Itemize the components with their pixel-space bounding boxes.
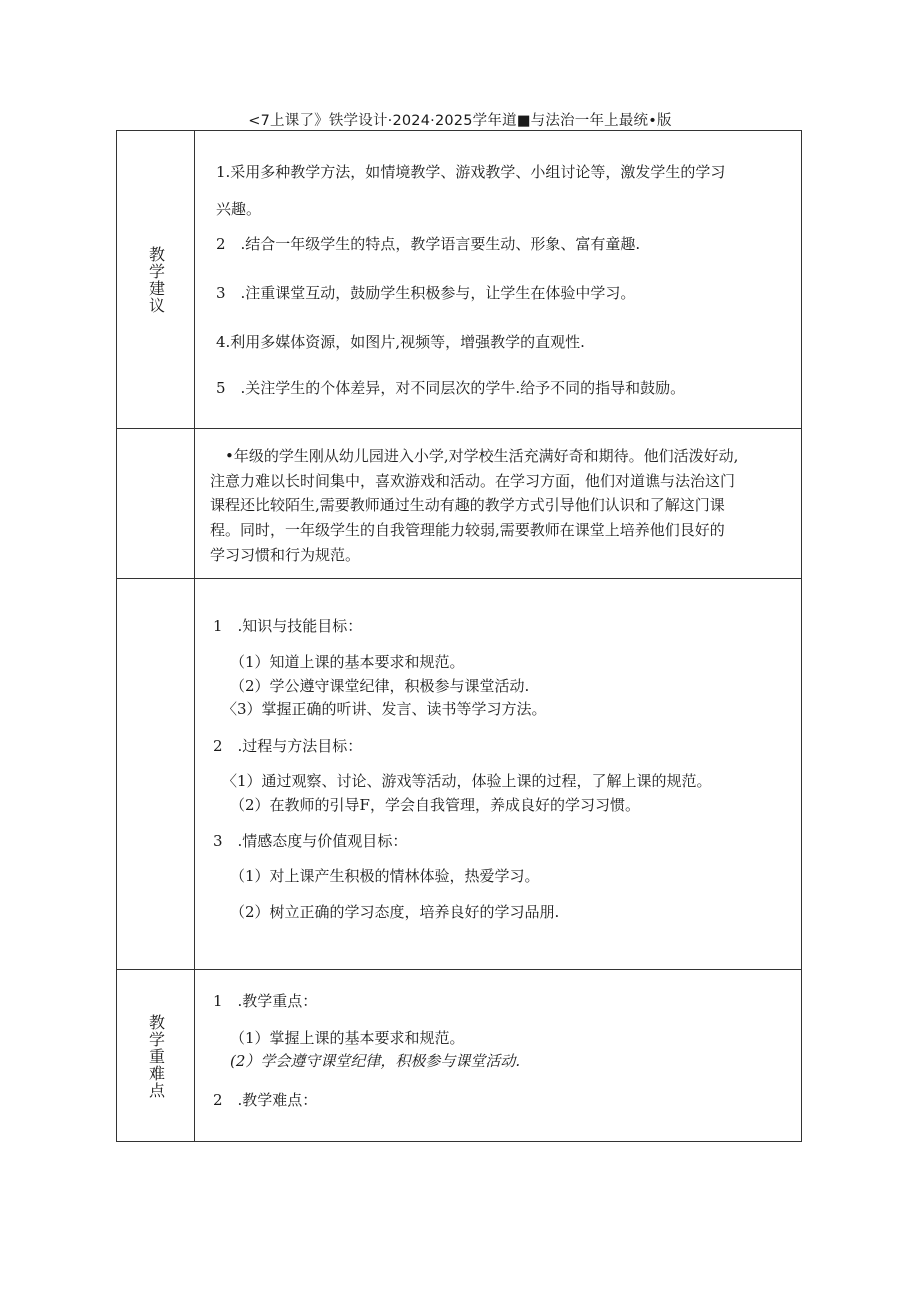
column-divider bbox=[194, 131, 195, 1141]
student-analysis-label-cell bbox=[117, 428, 194, 578]
objective-line: （2）学公遵守课堂纪律，积极参与课堂活动. bbox=[230, 677, 530, 695]
analysis-line: 课程还比较陌生,需要教师通过生动有趣的教学方式引导他们认识和了解这门课 bbox=[210, 496, 725, 514]
analysis-line: 注意力难以长时间集中，喜欢游戏和活动。在学习方面，他们对道谯与法治这门 bbox=[210, 472, 736, 490]
suggestion-line: 1.采用多种教学方法，如情境教学、游戏教学、小组讨论等，激发学生的学习 bbox=[216, 163, 726, 181]
suggestion-line: 2 .结合一年级学生的特点，教学语言要生动、形象、富有童趣. bbox=[216, 235, 641, 253]
key-point-line: (2）学会遵守课堂纪律，积极参与课堂活动. bbox=[230, 1052, 521, 1070]
suggestion-line: 兴趣。 bbox=[216, 200, 262, 218]
key-difficult-points-label: 教学重难点 bbox=[146, 1013, 166, 1099]
lesson-plan-table bbox=[116, 130, 802, 1142]
objective-line: （2）在教师的引导F，学会自我管理，养成良好的学习习惯。 bbox=[230, 796, 640, 814]
objective-line: 〈1）通过观察、讨论、游戏等活动，体验上课的过程，了解上课的规范。 bbox=[222, 772, 712, 790]
analysis-line: 学习习惯和行为规范。 bbox=[210, 546, 361, 564]
objectives-label-cell bbox=[117, 578, 194, 969]
objective-line: （1）对上课产生积极的情林体验，热爱学习。 bbox=[230, 867, 540, 885]
objective-line: 1 .知识与技能目标： bbox=[213, 617, 363, 635]
key-point-line: 1 .教学重点： bbox=[213, 992, 318, 1010]
key-difficult-points-label-cell bbox=[117, 969, 194, 1143]
row-divider bbox=[117, 578, 801, 579]
objective-line: 2 .过程与方法目标： bbox=[213, 737, 363, 755]
objective-line: 〈3）掌握正确的听讲、发言、读书等学习方法。 bbox=[222, 700, 547, 718]
suggestion-line: 3 .注重课堂互动，鼓励学生积极参与，让学生在体验中学习。 bbox=[216, 284, 636, 302]
suggestion-line: 4.利用多媒体资源，如图片,视频等，增强教学的直观性. bbox=[216, 333, 585, 351]
objective-line: （1）知道上课的基本要求和规范。 bbox=[230, 653, 465, 671]
key-point-line: 2 .教学难点： bbox=[213, 1091, 318, 1109]
teaching-suggestions-label: 教学建议 bbox=[146, 245, 166, 314]
suggestion-line: 5 .关注学生的个体差异，对不同层次的学牛.给予不同的指导和鼓励。 bbox=[216, 379, 686, 397]
analysis-line: 程。同时，一年级学生的自我管理能力较弱,需要教师在课堂上培养他们艮好的 bbox=[210, 521, 725, 539]
key-point-line: （1）掌握上课的基本要求和规范。 bbox=[230, 1029, 465, 1047]
objective-line: （2）树立正确的学习态度，培养良好的学习品朋. bbox=[230, 903, 560, 921]
document-title: <7上课了》铁学设计·2024·2025学年道■与法治一年上最统•版 bbox=[248, 113, 672, 129]
row-divider bbox=[117, 969, 801, 970]
objective-line: 3 .情感态度与价值观目标： bbox=[213, 832, 408, 850]
teaching-suggestions-label-cell bbox=[117, 131, 194, 428]
analysis-line: •年级的学生刚从幼儿园进入小学,对学校生活充满好奇和期待。他们活泼好动, bbox=[225, 447, 739, 465]
row-divider bbox=[117, 428, 801, 429]
